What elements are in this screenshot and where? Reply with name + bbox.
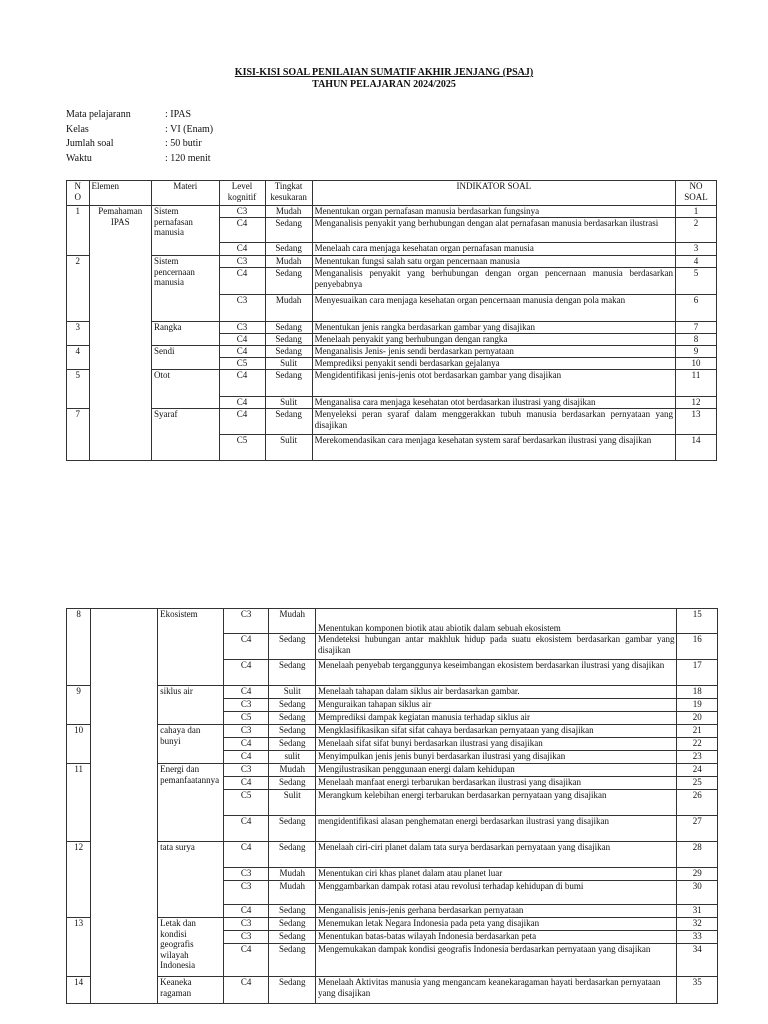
table-row	[67, 409, 717, 435]
cell-tingkat: Sedang	[265, 370, 312, 397]
cell-indikator: Mengemukakan dampak kondisi geografis Indonesia berdasarkan pernyataan yang disajikan	[316, 944, 677, 977]
cell-no-soal: 18	[677, 686, 718, 699]
cell-indikator: Menguraikan tahapan siklus air	[316, 699, 677, 712]
cell-indikator: Mengilustrasikan penggunaan energi dalam kehidupan	[316, 764, 677, 777]
cell-indikator: Merekomendasikan cara menjaga kesehatan system saraf berdasarkan ilustrasi yang disajikan	[312, 435, 675, 461]
table-row	[67, 918, 718, 931]
cell-indikator: Menelaah Aktivitas manusia yang mengancam keanekaragaman hayati berdasarkan pernyataan yang disajikan	[316, 977, 677, 1004]
cell-tingkat: Sedang	[269, 738, 316, 751]
table-row	[67, 686, 718, 699]
cell-no-soal: 1	[676, 206, 717, 218]
cell-level: C5	[219, 435, 265, 461]
cell-tingkat: Sedang	[265, 243, 312, 256]
cell-level: C3	[219, 256, 265, 268]
table-row	[67, 977, 718, 1004]
cell-no-soal: 4	[676, 256, 717, 268]
cell-tingkat: Sedang	[265, 218, 312, 243]
cell-no-soal: 35	[677, 977, 718, 1004]
cell-no-soal: 19	[677, 699, 718, 712]
cell-no-soal: 6	[676, 295, 717, 322]
cell-no-soal: 21	[677, 725, 718, 738]
cell-no: 5	[67, 370, 90, 409]
cell-indikator: Mengidentifikasi jenis-jenis otot berdasarkan gambar yang disajikan	[312, 370, 675, 397]
cell-no: 9	[67, 686, 91, 725]
table-row	[67, 609, 718, 634]
cell-level: C3	[219, 295, 265, 322]
col-header-no: N O	[67, 181, 90, 206]
cell-level: C3	[223, 868, 269, 881]
cell-materi: siklus air	[158, 686, 224, 725]
cell-level: C3	[223, 725, 269, 738]
cell-level: C4	[223, 977, 269, 1004]
info-row-subject	[66, 108, 213, 123]
cell-tingkat: Mudah	[265, 206, 312, 218]
table-row	[67, 346, 717, 358]
cell-level: C4	[219, 243, 265, 256]
cell-indikator: Menelaah cara menjaga kesehatan organ pernafasan manusia	[312, 243, 675, 256]
cell-level: C4	[219, 370, 265, 397]
cell-indikator: Menelaah manfaat energi terbarukan berdasarkan ilustrasi yang disajikan	[316, 777, 677, 790]
cell-level: C3	[223, 609, 269, 634]
cell-materi: Keaneka ragaman	[158, 977, 224, 1004]
cell-materi: Otot	[151, 370, 219, 409]
cell-level: C3	[223, 764, 269, 777]
cell-no-soal: 20	[677, 712, 718, 725]
cell-level: C4	[223, 738, 269, 751]
cell-tingkat: Sedang	[265, 322, 312, 334]
cell-tingkat: Mudah	[265, 256, 312, 268]
cell-indikator: Memprediksi dampak kegiatan manusia terhadap siklus air	[316, 712, 677, 725]
info-value: : 50 butir	[165, 138, 202, 149]
cell-no: 11	[67, 764, 91, 842]
cell-no-soal: 17	[677, 660, 718, 686]
cell-materi: Sistem pernafasan manusia	[151, 206, 219, 256]
cell-indikator: Menganalisis jenis-jenis gerhana berdasarkan pernyataan	[316, 905, 677, 918]
cell-no-soal: 29	[677, 868, 718, 881]
cell-level: C3	[219, 322, 265, 334]
cell-tingkat: Sedang	[265, 346, 312, 358]
cell-level: C3	[223, 699, 269, 712]
cell-materi: Letak dan kondisi geografis wilayah Indonesia	[158, 918, 224, 977]
cell-tingkat: Sulit	[265, 358, 312, 370]
cell-no-soal: 24	[677, 764, 718, 777]
cell-tingkat: Mudah	[269, 764, 316, 777]
cell-level: C4	[219, 218, 265, 243]
cell-no: 10	[67, 725, 91, 764]
cell-no-soal: 30	[677, 881, 718, 905]
cell-no-soal: 34	[677, 944, 718, 977]
cell-indikator: Merangkum kelebihan energi terbarukan berdasarkan pernyataan yang disajikan	[316, 790, 677, 816]
info-row-class	[66, 123, 213, 138]
cell-tingkat: Mudah	[269, 609, 316, 634]
cell-no-soal: 13	[676, 409, 717, 435]
table-row	[67, 842, 718, 868]
cell-indikator: mengidentifikasi alasan penghematan energi berdasarkan ilustrasi yang disajikan	[316, 816, 677, 842]
cell-no-soal: 27	[677, 816, 718, 842]
cell-level: C3	[219, 206, 265, 218]
cell-tingkat: Sedang	[269, 905, 316, 918]
cell-indikator: Menelaah penyebab terganggunya keseimbangan ekosistem berdasarkan ilustrasi yang disajikan	[316, 660, 677, 686]
info-value: : VI (Enam)	[165, 123, 214, 135]
cell-indikator: Menyesuaikan cara menjaga kesehatan organ pencernaan manusia dengan pola makan	[312, 295, 675, 322]
cell-indikator: Menelaah tahapan dalam siklus air berdasarkan gambar.	[316, 686, 677, 699]
cell-indikator: Menganalisis penyakit yang berhubungan dengan organ pencernaan manusia berdasarkan penyebabnya	[312, 268, 675, 295]
cell-indikator: Mendeteksi hubungan antar makhluk hidup pada suatu ekosistem berdasarkan gambar yang disajikan	[316, 634, 677, 660]
cell-indikator: Menemukan letak Negara Indonesia pada peta yang disajikan	[316, 918, 677, 931]
document-title: KISI-KISI SOAL PENILAIAN SUMATIF AKHIR JENJANG (PSAJ)	[234, 67, 534, 78]
cell-indikator: Menelaah penyakit yang berhubungan dengan rangka	[312, 334, 675, 346]
cell-no-soal: 3	[676, 243, 717, 256]
cell-tingkat: Mudah	[269, 868, 316, 881]
cell-materi: Energi dan pemanfaatannya	[158, 764, 224, 842]
cell-no-soal: 22	[677, 738, 718, 751]
cell-tingkat: Sulit	[265, 397, 312, 409]
cell-level: C3	[223, 931, 269, 944]
cell-no-soal: 23	[677, 751, 718, 764]
cell-level: C3	[223, 881, 269, 905]
cell-no-soal: 33	[677, 931, 718, 944]
cell-level: C4	[223, 905, 269, 918]
cell-no-soal: 8	[676, 334, 717, 346]
info-row-count	[66, 137, 213, 152]
table-header-row	[67, 181, 717, 206]
cell-no-soal: 28	[677, 842, 718, 868]
cell-tingkat: Sedang	[269, 725, 316, 738]
cell-tingkat: Sedang	[265, 334, 312, 346]
cell-no-soal: 2	[676, 218, 717, 243]
cell-no: 14	[67, 977, 91, 1004]
cell-no-soal: 11	[676, 370, 717, 397]
cell-level: C5	[219, 358, 265, 370]
cell-level: C4	[223, 944, 269, 977]
cell-tingkat: sulit	[269, 751, 316, 764]
cell-tingkat: Sedang	[269, 699, 316, 712]
col-header-materi: Materi	[151, 181, 219, 206]
cell-elemen: Pemahaman IPAS	[89, 206, 151, 461]
cell-level: C4	[223, 660, 269, 686]
cell-indikator: Menyimpulkan jenis jenis bunyi berdasarkan ilustrasi yang disajikan	[316, 751, 677, 764]
cell-level: C5	[223, 790, 269, 816]
info-label: Mata pelajarann	[66, 109, 131, 120]
info-label: Waktu	[66, 152, 92, 164]
cell-indikator: Menganalisa cara menjaga kesehatan otot berdasarkan ilustrasi yang disajikan	[312, 397, 675, 409]
cell-level: C4	[219, 334, 265, 346]
cell-materi: Sendi	[151, 346, 219, 370]
cell-materi: cahaya dan bunyi	[158, 725, 224, 764]
cell-no-soal: 5	[676, 268, 717, 295]
cell-tingkat: Sedang	[269, 931, 316, 944]
cell-level: C4	[223, 842, 269, 868]
cell-indikator: Menelaah ciri-ciri planet dalam tata surya berdasarkan pernyataan yang disajikan	[316, 842, 677, 868]
cell-indikator: Menggambarkan dampak rotasi atau revolusi terhadap kehidupan di bumi	[316, 881, 677, 905]
cell-indikator: Menentukan batas-batas wilayah Indonesia berdasarkan peta	[316, 931, 677, 944]
cell-indikator: Menentukan ciri khas planet dalam atau planet luar	[316, 868, 677, 881]
grid-table-page-2	[66, 608, 718, 1004]
table-row	[67, 206, 717, 218]
cell-indikator: Memprediksi penyakit sendi berdasarkan gejalanya	[312, 358, 675, 370]
cell-materi: Rangka	[151, 322, 219, 346]
cell-indikator: Menentukan komponen biotik atau abiotik dalam sebuah ekosistem	[316, 609, 677, 634]
col-header-indikator: INDIKATOR SOAL	[312, 181, 675, 206]
cell-indikator: Mengklasifikasikan sifat sifat cahaya berdasarkan pernyataan yang disajikan	[316, 725, 677, 738]
col-header-no-soal: NO SOAL	[676, 181, 717, 206]
cell-level: C3	[223, 918, 269, 931]
document-subtitle: TAHUN PELAJARAN 2024/2025	[312, 79, 456, 90]
cell-tingkat: Sedang	[269, 977, 316, 1004]
cell-indikator: Menentukan organ pernafasan manusia berdasarkan fungsinya	[312, 206, 675, 218]
cell-tingkat: Sedang	[269, 918, 316, 931]
cell-no-soal: 25	[677, 777, 718, 790]
cell-level: C4	[219, 397, 265, 409]
cell-level: C4	[223, 634, 269, 660]
info-value: : IPAS	[165, 109, 192, 120]
cell-level: C4	[219, 409, 265, 435]
cell-tingkat: Sedang	[269, 634, 316, 660]
cell-no-soal: 26	[677, 790, 718, 816]
cell-no: 8	[67, 609, 91, 686]
cell-materi: Sistem pencernaan manusia	[151, 256, 219, 322]
cell-indikator: Menyeleksi peran syaraf dalam menggerakkan tubuh manusia berdasarkan pernyataan yang disajikan	[312, 409, 675, 435]
cell-no-soal: 16	[677, 634, 718, 660]
cell-no: 1	[67, 206, 90, 256]
cell-tingkat: Sulit	[265, 435, 312, 461]
cell-materi: Ekosistem	[158, 609, 224, 686]
cell-tingkat: Sulit	[269, 686, 316, 699]
cell-indikator: Menentukan fungsi salah satu organ pencernaan manusia	[312, 256, 675, 268]
cell-no-soal: 7	[676, 322, 717, 334]
cell-no: 7	[67, 409, 90, 461]
cell-no: 13	[67, 918, 91, 977]
cell-tingkat: Mudah	[265, 295, 312, 322]
cell-no-soal: 10	[676, 358, 717, 370]
cell-tingkat: Sedang	[269, 660, 316, 686]
cell-tingkat: Sedang	[265, 409, 312, 435]
cell-no-soal: 9	[676, 346, 717, 358]
cell-level: C4	[223, 816, 269, 842]
cell-no: 3	[67, 322, 90, 346]
col-header-elemen: Elemen	[89, 181, 151, 206]
cell-no-soal: 15	[677, 609, 718, 634]
info-label: Kelas	[66, 123, 89, 135]
cell-tingkat: Sulit	[269, 790, 316, 816]
cell-no: 12	[67, 842, 91, 918]
table-row	[67, 256, 717, 268]
cell-indikator: Menentukan jenis rangka berdasarkan gambar yang disajikan	[312, 322, 675, 334]
cell-indikator: Menganalisis penyakit yang berhubungan dengan alat pernafasan manusia berdasarkan ilustrasi	[312, 218, 675, 243]
cell-level: C4	[223, 777, 269, 790]
cell-no-soal: 32	[677, 918, 718, 931]
info-row-time	[66, 152, 213, 167]
cell-level: C4	[223, 686, 269, 699]
cell-materi: Syaraf	[151, 409, 219, 461]
cell-materi: tata surya	[158, 842, 224, 918]
info-value: : 120 menit	[165, 152, 211, 164]
cell-no-soal: 14	[676, 435, 717, 461]
exam-info	[66, 108, 213, 166]
cell-level: C4	[223, 751, 269, 764]
cell-level: C4	[219, 268, 265, 295]
cell-tingkat: Sedang	[269, 944, 316, 977]
info-label: Jumlah soal	[66, 138, 114, 149]
grid-table-page-1	[66, 180, 717, 461]
col-header-tingkat: Tingkat kesukaran	[265, 181, 312, 206]
cell-no: 4	[67, 346, 90, 370]
cell-tingkat: Mudah	[269, 881, 316, 905]
cell-no-soal: 31	[677, 905, 718, 918]
table-row	[67, 764, 718, 777]
cell-no: 2	[67, 256, 90, 322]
cell-no-soal: 12	[676, 397, 717, 409]
cell-tingkat: Sedang	[265, 268, 312, 295]
table-row	[67, 370, 717, 397]
cell-tingkat: Sedang	[269, 777, 316, 790]
cell-indikator: Menelaah sifat sifat bunyi berdasarkan ilustrasi yang disajikan	[316, 738, 677, 751]
cell-elemen	[91, 609, 158, 1004]
cell-tingkat: Sedang	[269, 712, 316, 725]
table-row	[67, 725, 718, 738]
cell-tingkat: Sedang	[269, 842, 316, 868]
cell-level: C5	[223, 712, 269, 725]
table-row	[67, 322, 717, 334]
col-header-level: Level kognitif	[219, 181, 265, 206]
cell-indikator: Menganalisis Jenis- jenis sendi berdasarkan pernyataan	[312, 346, 675, 358]
cell-tingkat: Sedang	[269, 816, 316, 842]
cell-level: C4	[219, 346, 265, 358]
